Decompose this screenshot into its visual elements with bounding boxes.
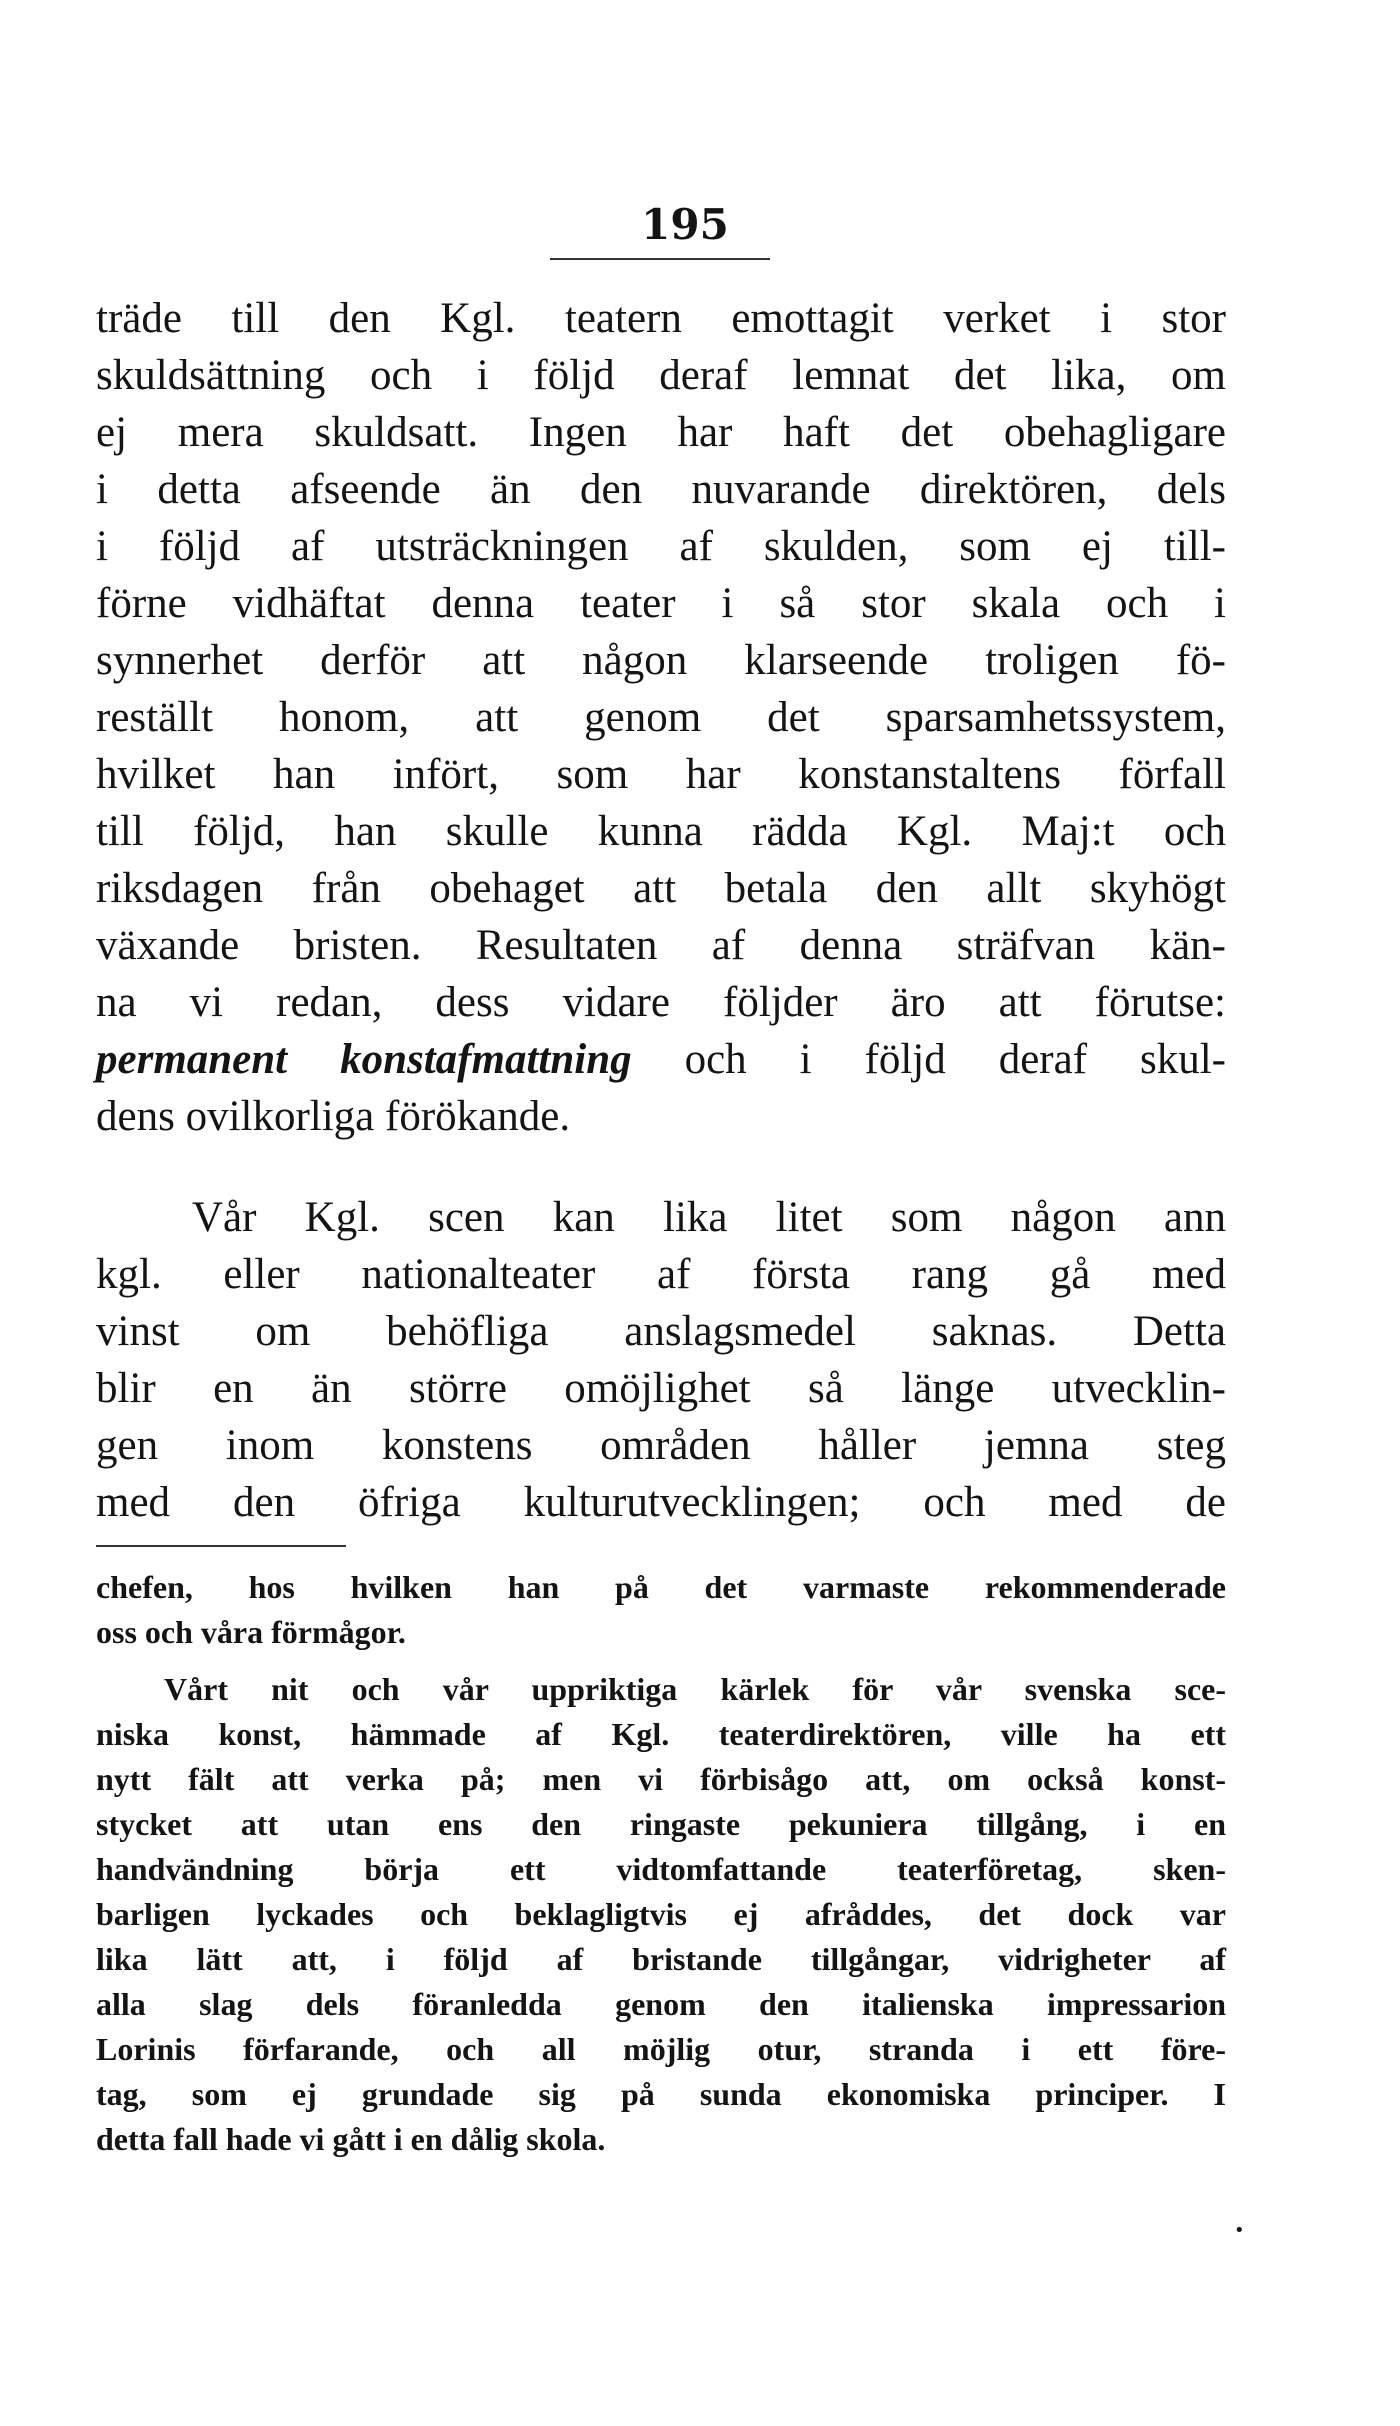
main-text <box>96 290 1226 1531</box>
footnote-line: tag, som ej grundade sig på sunda ekonomiska principer. I <box>96 2076 1226 2112</box>
footnote-gap <box>96 1655 1226 1667</box>
footnote-line: alla slag dels föranledda genom den italienska impressarion <box>96 1986 1226 2022</box>
footnote-line: chefen, hos hvilken han på det varmaste rekommenderade <box>96 1569 1226 1605</box>
text-line: träde till den Kgl. teatern emottagit verket i stor <box>96 295 1226 342</box>
footnote-line: Lorinis förfarande, och all möjlig otur, stranda i ett före- <box>96 2031 1226 2067</box>
footnote-line: lika lätt att, i följd af bristande tillgångar, vidrigheter af <box>96 1941 1226 1977</box>
ink-speck: • <box>1234 2220 1245 2241</box>
emphasized-phrase: permanent konstafmattning <box>96 1036 632 1083</box>
text-line: vinst om behöfliga anslagsmedel saknas. Detta <box>96 1308 1226 1355</box>
footnote-line: Vårt nit och vår uppriktiga kärlek för vår svenska sce- <box>164 1671 1226 1707</box>
footnote-line: niska konst, hämmade af Kgl. teaterdirektören, ville ha ett <box>96 1716 1226 1752</box>
paragraph-gap <box>96 1145 1226 1189</box>
footnote-line: barligen lyckades och beklagligtvis ej afråddes, det dock var <box>96 1896 1226 1932</box>
footnote-line: oss och våra förmågor. <box>96 1614 406 1650</box>
text-line: skuldsättning och i följd deraf lemnat det lika, om <box>96 352 1226 399</box>
footnote-line: handvändning börja ett vidtomfattande teaterföretag, sken- <box>96 1851 1226 1887</box>
paragraph-1 <box>96 290 1226 1145</box>
text-line: växande bristen. Resultaten af denna sträfvan kän- <box>96 922 1226 969</box>
text-line: ej mera skuldsatt. Ingen har haft det obehagligare <box>96 409 1226 456</box>
text-line: förne vidhäftat denna teater i så stor skala och i <box>96 580 1226 627</box>
text-line: till följd, han skulle kunna rädda Kgl. Maj:t och <box>96 808 1226 855</box>
text-line: gen inom konstens områden håller jemna steg <box>96 1422 1226 1469</box>
text-line: med den öfriga kulturutvecklingen; och med de <box>96 1479 1226 1526</box>
footnote-line: stycket att utan ens den ringaste pekuniera tillgång, i en <box>96 1806 1226 1842</box>
text-line: riksdagen från obehaget att betala den allt skyhögt <box>96 865 1226 912</box>
text-line-with-emphasis <box>96 1031 1226 1088</box>
footnotes <box>96 1565 1226 2162</box>
text-line: hvilket han infört, som har konstanstaltens förfall <box>96 751 1226 798</box>
text-line: i detta afseende än den nuvarande direktören, dels <box>96 466 1226 513</box>
footnote-line: detta fall hade vi gått i en dålig skola. <box>96 2121 606 2157</box>
paragraph-2 <box>96 1189 1226 1531</box>
footnote-2 <box>96 1667 1226 2162</box>
text-line: na vi redan, dess vidare följder äro att förutse: <box>96 979 1226 1026</box>
text-line: Vår Kgl. scen kan lika litet som någon ann <box>192 1194 1226 1241</box>
text-line: reställt honom, att genom det sparsamhetssystem, <box>96 694 1226 741</box>
footnote-line: nytt fält att verka på; men vi förbisågo att, om också konst- <box>96 1761 1226 1797</box>
text-span: och i följd deraf skul- <box>631 1036 1226 1083</box>
footnote-1 <box>96 1565 1226 1655</box>
page-number: 195 <box>641 200 729 249</box>
text-line: i följd af utsträckningen af skulden, som ej till- <box>96 523 1226 570</box>
text-line: synnerhet derför att någon klarseende troligen fö- <box>96 637 1226 684</box>
header-rule <box>550 258 770 260</box>
text-line: dens ovilkorliga förökande. <box>96 1093 571 1140</box>
text-line: blir en än större omöjlighet så länge utvecklin- <box>96 1365 1226 1412</box>
footnote-rule <box>96 1545 346 1547</box>
text-line: kgl. eller nationalteater af första rang gå med <box>96 1251 1226 1298</box>
